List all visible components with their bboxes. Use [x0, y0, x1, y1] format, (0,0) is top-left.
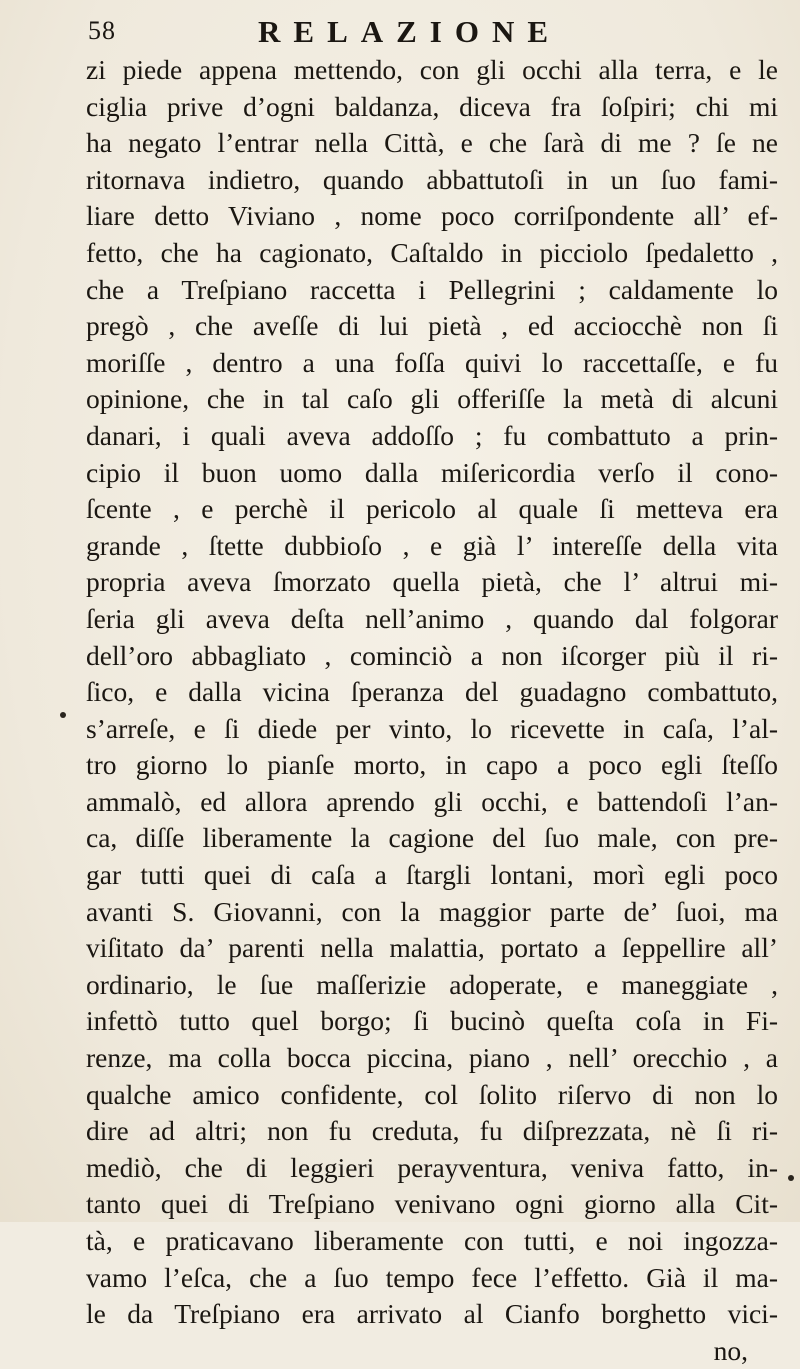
text-line: pregò , che aveſſe di lui pietà , ed acciocchè non ſi: [86, 310, 778, 342]
text-line: tanto quei di Treſpiano venivano ogni giorno alla Cit-: [86, 1188, 778, 1220]
text-line: dell’oro abbagliato , cominciò a non iſcorger più il ri-: [86, 639, 778, 671]
page-header: [88, 10, 778, 50]
text-line: ritornava indietro, quando abbattutoſi in un ſuo fami-: [86, 163, 778, 195]
text-line: liare detto Viviano , nome poco corriſpondente all’ ef-: [86, 200, 778, 232]
text-line: ordinario, le ſue maſſerizie adoperate, e maneggiate ,: [86, 968, 778, 1000]
text-line: propria aveva ſmorzato quella pietà, che l’ altrui mi-: [86, 566, 778, 598]
text-line: ha negato l’entrar nella Città, e che ſarà di me ? ſe ne: [86, 127, 778, 159]
text-line: cipio il buon uomo dalla miſericordia verſo il cono-: [86, 456, 778, 488]
text-line: ſcente , e perchè il pericolo al quale ſi metteva era: [86, 493, 778, 525]
text-line: opinione, che in tal caſo gli offeriſſe la metà di alcuni: [86, 383, 778, 415]
catchword: no,: [713, 1334, 748, 1366]
text-line: mediò, che di leggieri perayventura, veniva fatto, in-: [86, 1151, 778, 1183]
text-line: viſitato da’ parenti nella malattia, portato a ſeppellire all’: [86, 932, 778, 964]
text-line: che a Treſpiano raccetta i Pellegrini ; caldamente lo: [86, 273, 778, 305]
text-line: danari, i quali aveva addoſſo ; fu combattuto a prin-: [86, 419, 778, 451]
text-line: infettò tutto quel borgo; ſi bucinò queſta coſa in Fi-: [86, 1005, 778, 1037]
page-number: 58: [88, 16, 116, 45]
text-line: grande , ſtette dubbioſo , e già l’ intereſſe della vita: [86, 529, 778, 561]
text-line: dire ad altri; non fu creduta, fu diſprezzata, nè ſi ri-: [86, 1115, 778, 1147]
text-line: ſeria gli aveva deſta nell’animo , quando dal folgorar: [86, 602, 778, 634]
text-line: tà, e praticavano liberamente con tutti, e noi ingozza-: [86, 1225, 778, 1256]
text-line: ſico, e dalla vicina ſperanza del guadagno combattuto,: [86, 676, 778, 708]
text-line: vamo l’eſca, che a ſuo tempo fece l’effetto. Già il ma-: [86, 1261, 778, 1293]
body-text: [86, 52, 778, 1369]
text-line: ciglia prive d’ogni baldanza, diceva fra ſoſpiri; chi mi: [86, 90, 778, 122]
margin-ink-dot: [788, 1175, 794, 1181]
text-line: s’arreſe, e ſi diede per vinto, lo ricevette in caſa, l’al-: [86, 712, 778, 744]
text-line: qualche amico confidente, col ſolito riſervo di non lo: [86, 1078, 778, 1110]
running-head: RELAZIONE: [258, 14, 562, 49]
text-line: moriſſe , dentro a una foſſa quivi lo raccettaſſe, e fu: [86, 346, 778, 378]
text-line: ca, diſſe liberamente la cagione del ſuo male, con pre-: [86, 822, 778, 854]
margin-ink-dot: [60, 712, 66, 718]
text-line: fetto, che ha cagionato, Caſtaldo in picciolo ſpedaletto ,: [86, 236, 778, 268]
text-line: zi piede appena mettendo, con gli occhi alla terra, e le: [86, 54, 778, 85]
text-line: renze, ma colla bocca piccina, piano , nell’ orecchio , a: [86, 1042, 778, 1074]
text-line: gar tutti quei di caſa a ſtargli lontani, morì egli poco: [86, 859, 778, 891]
text-line: avanti S. Giovanni, con la maggior parte de’ ſuoi, ma: [86, 895, 778, 927]
text-line: le da Treſpiano era arrivato al Cianfo borghetto vici-: [86, 1298, 778, 1330]
text-line: tro giorno lo pianſe morto, in capo a poco egli ſteſſo: [86, 749, 778, 781]
text-line: ammalò, ed allora aprendo gli occhi, e battendoſi l’an-: [86, 785, 778, 817]
